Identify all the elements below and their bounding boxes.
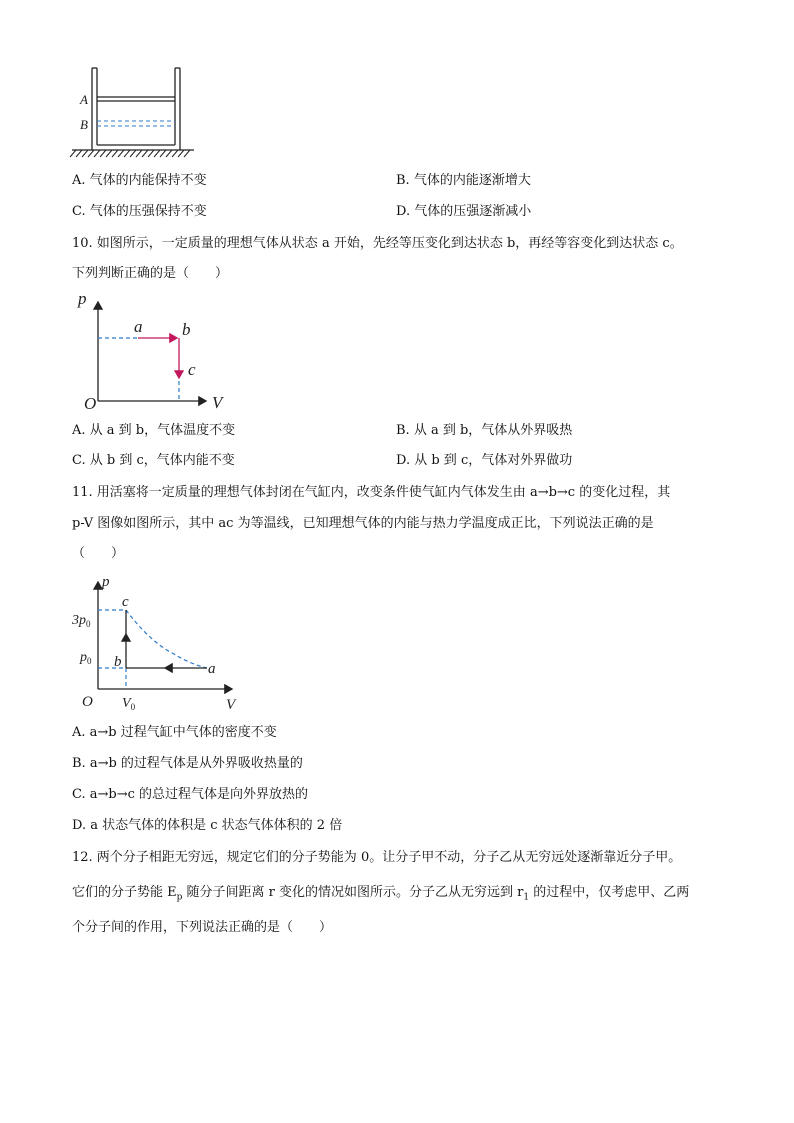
q11-option-c[interactable]: C. a→b→c 的总过程气体是向外界放热的 <box>72 787 309 802</box>
hatch-mark <box>130 150 136 157</box>
label-a: A <box>80 92 88 107</box>
hatch-mark <box>184 150 190 157</box>
q10-option-d[interactable]: D. 从 b 到 c，气体对外界做功 <box>396 453 573 468</box>
q11-tick-p0: $p_0$ <box>80 650 92 666</box>
q12-stem-line2: 它们的分子势能 $E_p$ 随分子间距离 r 变化的情况如图所示。分子乙从无穷远到 $r_1$ 的过程中，仅考虑甲、乙两 <box>72 885 690 903</box>
q10-stem-line2: 下列判断正确的是（ ） <box>72 266 229 281</box>
q11-stem-line2: p-V 图像如图所示，其中 ac 为等温线，已知理想气体的内能与热力学温度成正比，下列说法正确的是 <box>72 516 654 531</box>
q11-option-b[interactable]: B. a→b 的过程气体是从外界吸收热量的 <box>72 756 303 771</box>
q9-option-b[interactable]: B. 气体的内能逐渐增大 <box>396 173 531 188</box>
hatch-mark <box>82 150 88 157</box>
q11-option-d[interactable]: D. a 状态气体的体积是 c 状态气体体积的 2 倍 <box>72 818 343 833</box>
hatch-mark <box>166 150 172 157</box>
hatch-mark <box>178 150 184 157</box>
q10-origin-label: O <box>84 394 97 413</box>
q11-label-c: c <box>122 594 129 610</box>
q11-stem-line1: 11. 用活塞将一定质量的理想气体封闭在气缸内，改变条件使气缸内气体发生由 a→b→c 的变化过程，其 <box>72 485 671 500</box>
q9-option-d[interactable]: D. 气体的压强逐渐减小 <box>396 204 532 219</box>
hatch-mark <box>70 150 76 157</box>
hatch-mark <box>100 150 106 157</box>
q10-option-a[interactable]: A. 从 a 到 b，气体温度不变 <box>72 423 236 438</box>
q10-stem-line1: 10. 如图所示，一定质量的理想气体从状态 a 开始，先经等压变化到达状态 b，再经等容变化到达状态 c。 <box>72 236 683 251</box>
hatch-mark <box>160 150 166 157</box>
hatch-mark <box>142 150 148 157</box>
hatch-mark <box>172 150 178 157</box>
cylinder-figure <box>68 64 198 160</box>
q11-tick-v0: $V_0$ <box>122 696 136 712</box>
hatch-mark <box>88 150 94 157</box>
hatch-mark <box>148 150 154 157</box>
q11-stem-line3: （ ） <box>72 546 125 561</box>
hatch-mark <box>124 150 130 157</box>
q10-option-c[interactable]: C. 从 b 到 c，气体内能不变 <box>72 453 235 468</box>
q11-label-a: a <box>208 661 216 677</box>
hatch-mark <box>94 150 100 157</box>
q11-origin-label: O <box>82 694 93 710</box>
hatch-mark <box>112 150 118 157</box>
q10-label-a: a <box>134 317 143 336</box>
q10-axis-p-label: p <box>78 289 87 308</box>
q11-isotherm-ac <box>126 610 207 668</box>
hatch-mark <box>118 150 124 157</box>
ground-hatching <box>70 150 190 157</box>
hatch-mark <box>106 150 112 157</box>
label-b: B <box>80 117 88 132</box>
q11-label-b: b <box>114 654 122 670</box>
q11-axis-v-label: V <box>226 697 236 713</box>
q11-tick-3p0: $3p_0$ <box>72 613 91 629</box>
hatch-mark <box>136 150 142 157</box>
q10-label-c: c <box>188 360 196 379</box>
q11-axis-p-label: p <box>102 574 110 590</box>
q10-label-b: b <box>182 320 191 339</box>
q10-pv-diagram <box>76 288 236 414</box>
q12-stem-line3: 个分子间的作用，下列说法正确的是（ ） <box>72 920 333 935</box>
hatch-mark <box>154 150 160 157</box>
q10-axis-v-label: V <box>212 393 223 412</box>
q11-pv-diagram <box>70 572 250 714</box>
q10-option-b[interactable]: B. 从 a 到 b，气体从外界吸热 <box>396 423 573 438</box>
q9-option-a[interactable]: A. 气体的内能保持不变 <box>72 173 207 188</box>
q12-stem-line1: 12. 两个分子相距无穷远，规定它们的分子势能为 0。让分子甲不动，分子乙从无穷远处逐渐靠近分子甲。 <box>72 850 682 865</box>
q9-option-c[interactable]: C. 气体的压强保持不变 <box>72 204 207 219</box>
hatch-mark <box>76 150 82 157</box>
q11-option-a[interactable]: A. a→b 过程气缸中气体的密度不变 <box>72 725 277 740</box>
